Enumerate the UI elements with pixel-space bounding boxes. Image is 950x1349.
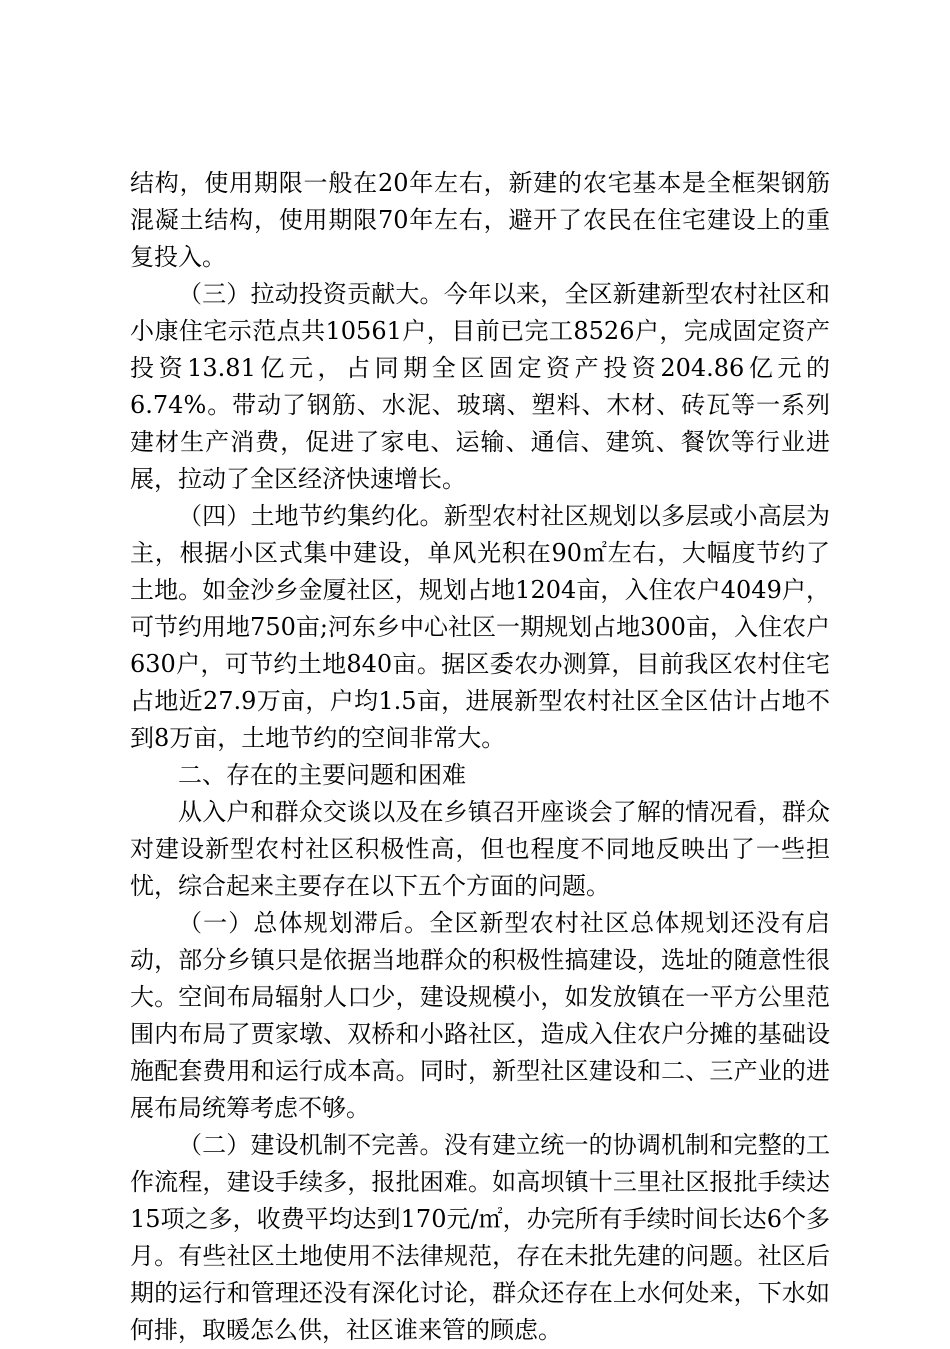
paragraph-problems-intro: 从入户和群众交谈以及在乡镇召开座谈会了解的情况看，群众对建设新型农村社区积极性高，但也程度不同地反映出了一些担忧，综合起来主要存在以下五个方面的问题。 [130,798,830,900]
paragraph-investment: （三）拉动投资贡献大。今年以来，全区新建新型农村社区和小康住宅示范点共10561户，目前已完工8526户，完成固定资产投资13.81亿元，占同期全区固定资产投资204.86亿元的6.74%。带动了钢筋、水泥、玻璃、塑料、木材、砖瓦等一系列建材生产消费，促进了家电、运输、通信、建筑、餐饮等行业进展，拉动了全区经济快速增长。 [130,280,830,493]
paragraph-mechanism: （二）建设机制不完善。没有建立统一的协调机制和完整的工作流程，建设手续多，报批困难。如高坝镇十三里社区报批手续达15项之多，收费平均达到170元/㎡，办完所有手续时间长达6个多月。有些社区土地使用不法律规范，存在未批先建的问题。社区后期的运行和管理还没有深化讨论，群众还存在上水何处来，下水如何排，取暖怎么供，社区谁来管的顾虑。 [130,1131,830,1344]
section-heading-problems: 二、存在的主要问题和困难 [178,761,466,789]
paragraph-structure-lifespan: 结构，使用期限一般在20年左右，新建的农宅基本是全框架钢筋混凝土结构，使用期限70年左右，避开了农民在住宅建设上的重复投入。 [130,169,830,271]
document-page [130,165,830,1349]
paragraph-planning-lag: （一）总体规划滞后。全区新型农村社区总体规划还没有启动，部分乡镇只是依据当地群众的积极性搞建设，选址的随意性很大。空间布局辐射人口少，建设规模小，如发放镇在一平方公里范围内布局了贾家墩、双桥和小路社区，造成入住农户分摊的基础设施配套费用和运行成本高。同时，新型社区建设和二、三产业的进展布局统筹考虑不够。 [130,909,830,1122]
paragraph-land-saving: （四）土地节约集约化。新型农村社区规划以多层或小高层为主，根据小区式集中建设，单风光积在90㎡左右，大幅度节约了土地。如金沙乡金厦社区，规划占地1204亩，入住农户4049户，可节约用地750亩;河东乡中心社区一期规划占地300亩，入住农户630户，可节约土地840亩。据区委农办测算，目前我区农村住宅占地近27.9万亩，户均1.5亩，进展新型农村社区全区估计占地不到8万亩，土地节约的空间非常大。 [130,502,830,752]
